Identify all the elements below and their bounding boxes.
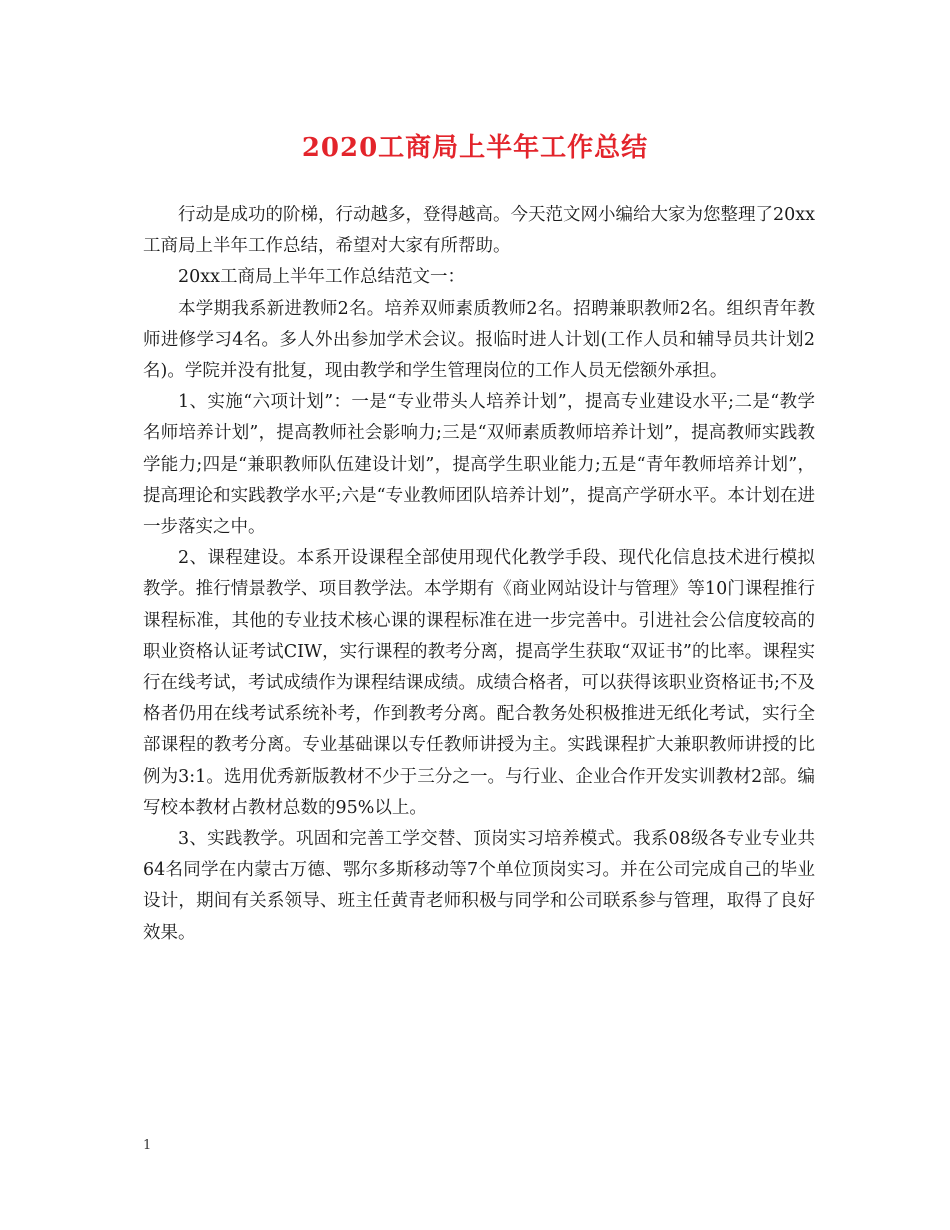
- section-heading: 20xx工商局上半年工作总结范文一：: [178, 267, 466, 288]
- document-body: [143, 200, 815, 949]
- intro-paragraph: 行动是成功的阶梯，行动越多，登得越高。今天范文网小编给大家为您整理了20xx工商局上半年工作总结，希望对大家有所帮助。: [143, 205, 816, 257]
- body-paragraph: 3、实践教学。巩固和完善工学交替、顶岗实习培养模式。我系08级各专业专业共64名同学在内蒙古万德、鄂尔多斯移动等7个单位顶岗实习。并在公司完成自己的毕业设计，期间有关系领导、班主任黄青老师积极与同学和公司联系参与管理，取得了良好效果。: [143, 829, 815, 943]
- body-paragraph: 本学期我系新进教师2名。培养双师素质教师2名。招聘兼职教师2名。组织青年教师进修学习4名。多人外出参加学术会议。报临时进人计划(工作人员和辅导员共计划2名)。学院并没有批复，现由教学和学生管理岗位的工作人员无偿额外承担。: [143, 298, 815, 382]
- body-paragraph: 1、实施“六项计划”：一是“专业带头人培养计划”，提高专业建设水平;二是“教学名师培养计划”，提高教师社会影响力;三是“双师素质教师培养计划”，提高教师实践教学能力;四是“兼职教师队伍建设计划”，提高学生职业能力;五是“青年教师培养计划”，提高理论和实践教学水平;六是“专业教师团队培养计划”，提高产学研水平。本计划在进一步落实之中。: [143, 392, 815, 538]
- page-number: 1: [143, 1138, 152, 1153]
- document-title: 2020工商局上半年工作总结: [301, 133, 649, 163]
- body-paragraph: 2、课程建设。本系开设课程全部使用现代化教学手段、现代化信息技术进行模拟教学。推行情景教学、项目教学法。本学期有《商业网站设计与管理》等10门课程推行课程标准，其他的专业技术核心课的课程标准在进一步完善中。引进社会公信度较高的职业资格认证考试CIW，实行课程的教考分离，提高学生获取“双证书”的比率。课程实行在线考试，考试成绩作为课程结课成绩。成绩合格者，可以获得该职业资格证书;不及格者仍用在线考试系统补考，作到教考分离。配合教务处积极推进无纸化考试，实行全部课程的教考分离。专业基础课以专任教师讲授为主。实践课程扩大兼职教师讲授的比例为3:1。选用优秀新版教材不少于三分之一。与行业、企业合作开发实训教材2部。编写校本教材占教材总数的95%以上。: [143, 548, 815, 818]
